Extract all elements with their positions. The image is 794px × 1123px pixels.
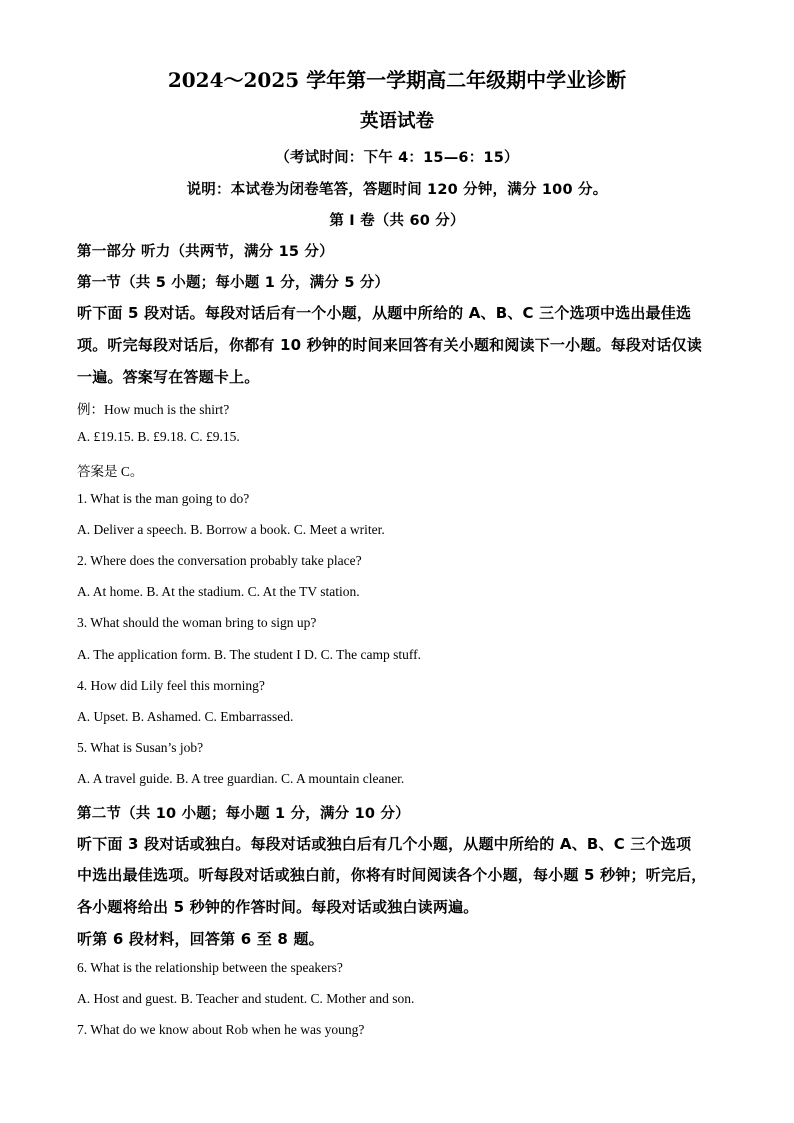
example-options: A. £19.15. B. £9.18. C. £9.15. [77, 429, 240, 444]
exam-note: 说明：本试卷为闭卷笔答，答题时间 120 分钟，满分 100 分。 [186, 182, 608, 198]
section1-heading: 第一节（共 5 小题；每小题 1 分，满分 5 分） [77, 275, 390, 291]
question-2-options: A. At home. B. At the stadium. C. At the TV station. [77, 584, 360, 599]
material-6-heading: 听第 6 段材料，回答第 6 至 8 题。 [77, 930, 324, 948]
volume-heading: 第 I 卷（共 60 分） [329, 213, 465, 229]
exam-title: 2024～2025 学年第一学期高二年级期中学业诊断 [167, 68, 627, 92]
example-question: 例：How much is the shirt? [77, 402, 230, 417]
example-answer: 答案是 C。 [77, 464, 144, 479]
question-5-options: A. A travel guide. B. A tree guardian. C. A mountain cleaner. [77, 771, 405, 786]
section1-instruction-line: 听下面 5 段对话。每段对话后有一个小题，从题中所给的 A、B、C 三个选项中选出最佳选 [77, 304, 692, 322]
section2-instruction-line: 听下面 3 段对话或独白。每段对话或独白后有几个小题，从题中所给的 A、B、C 三个选项 [77, 835, 692, 853]
part1-heading: 第一部分 听力（共两节，满分 15 分） [77, 244, 334, 260]
section1-instruction-line: 项。听完每段对话后，你都有 10 秒钟的时间来回答有关小题和阅读下一小题。每段对话仅读 [77, 336, 702, 354]
question-5: 5. What is Susan’s job? [77, 740, 204, 755]
question-6-options: A. Host and guest. B. Teacher and student. C. Mother and son. [77, 991, 415, 1006]
section2-instruction-line: 各小题将给出 5 秒钟的作答时间。每段对话或独白读两遍。 [77, 898, 479, 916]
question-2: 2. Where does the conversation probably take place? [77, 553, 362, 568]
section1-instruction-line: 一遍。答案写在答题卡上。 [77, 368, 260, 386]
exam-subject: 英语试卷 [359, 111, 434, 132]
question-3-options: A. The application form. B. The student I D. C. The camp stuff. [77, 647, 421, 662]
exam-time: （考试时间：下午 4：15—6：15） [275, 150, 519, 166]
question-4: 4. How did Lily feel this morning? [77, 678, 265, 693]
section2-instruction-line: 中选出最佳选项。听每段对话或独白前，你将有时间阅读各个小题，每小题 5 秒钟；听完后， [77, 866, 707, 884]
question-7: 7. What do we know about Rob when he was young? [77, 1022, 365, 1037]
question-3: 3. What should the woman bring to sign up? [77, 615, 317, 630]
section2-heading: 第二节（共 10 小题；每小题 1 分，满分 10 分） [77, 806, 410, 822]
question-1: 1. What is the man going to do? [77, 491, 250, 506]
question-6: 6. What is the relationship between the speakers? [77, 960, 343, 975]
question-4-options: A. Upset. B. Ashamed. C. Embarrassed. [77, 709, 294, 724]
question-1-options: A. Deliver a speech. B. Borrow a book. C. Meet a writer. [77, 522, 385, 537]
